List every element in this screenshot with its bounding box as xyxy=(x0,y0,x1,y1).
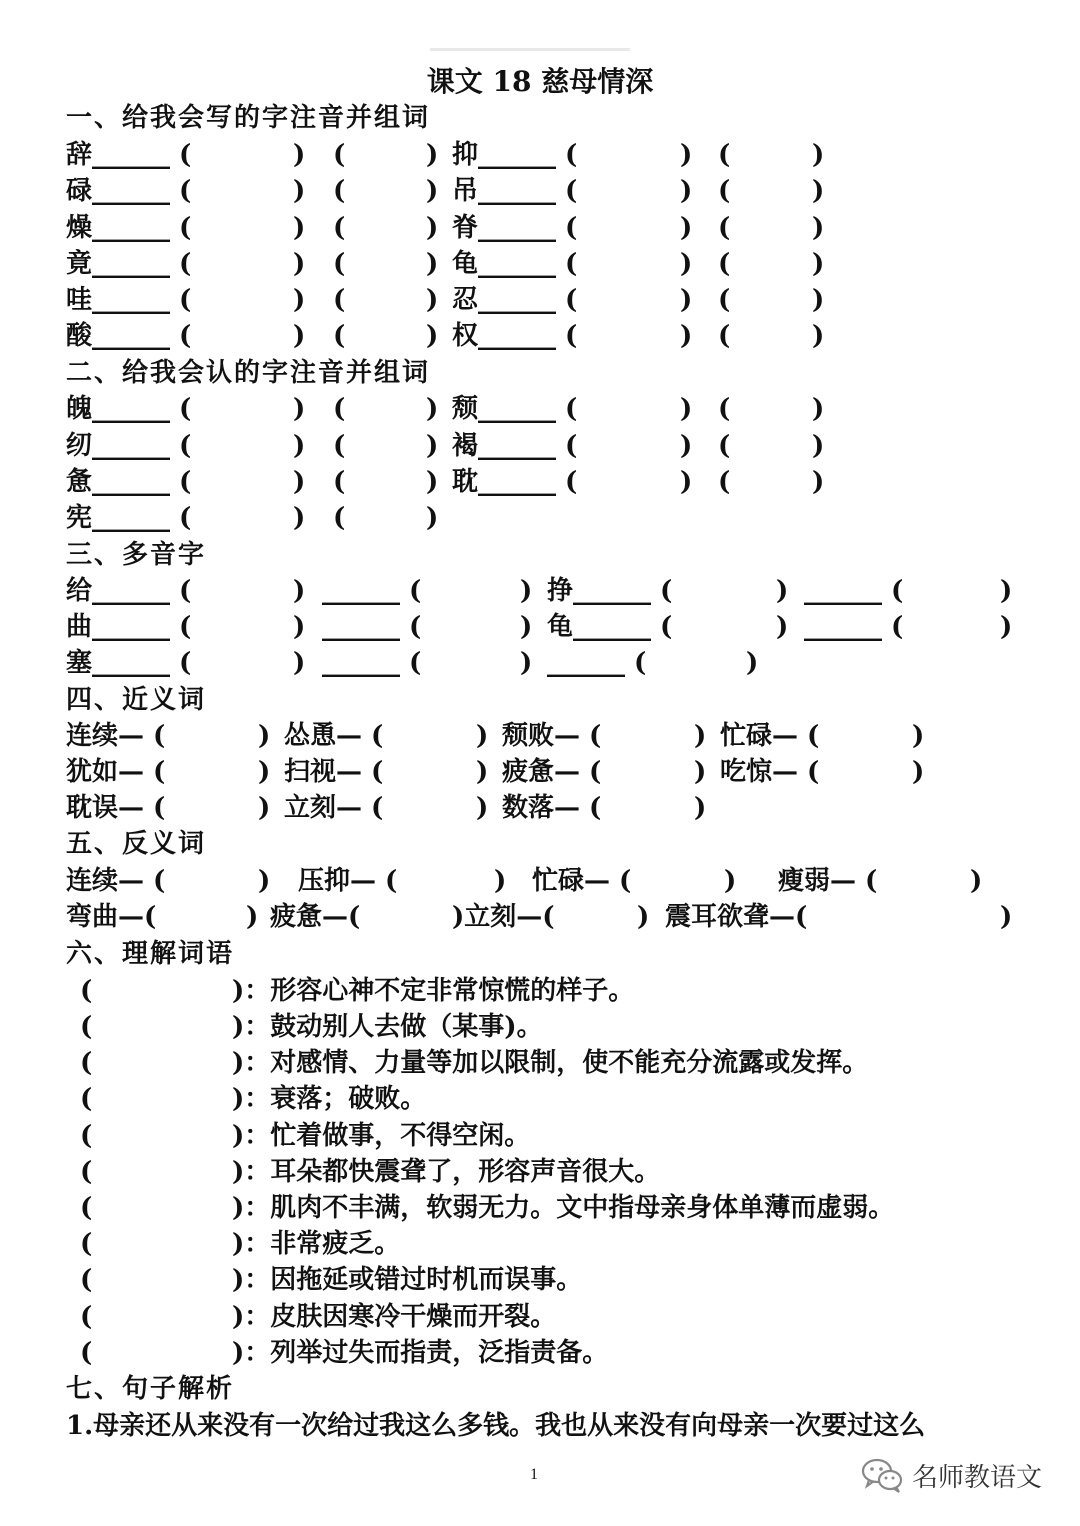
s3-r2-c5: 龟______ ( xyxy=(547,612,673,642)
s1-row-5 xyxy=(0,282,825,318)
s5-r2-c4: )立刻—( xyxy=(452,902,555,932)
s3-r2-c1: 曲______ ( xyxy=(66,612,192,642)
s3-r2-c2: ) xyxy=(293,612,306,642)
s4-r1-c8: ) xyxy=(912,721,925,751)
s3-r1-c5: 挣______ ( xyxy=(547,576,673,606)
s2-r4-c2: ) xyxy=(293,503,306,533)
s4-r2-c5: 疲惫— ( xyxy=(502,757,602,787)
s2-r3-c3: ( xyxy=(333,467,346,497)
s6-r2-def: )：鼓动别人去做（某事)。 xyxy=(232,1012,543,1042)
s1-r3-c4: ) xyxy=(426,213,439,243)
s6-r8-def: )：非常疲乏。 xyxy=(232,1229,401,1259)
s4-r1-c1: 连续— ( xyxy=(66,721,166,751)
s1-r5-c2: ) xyxy=(293,285,306,315)
s2-r2-c6: ) xyxy=(680,431,693,461)
s2-r3-c4: ) xyxy=(426,467,439,497)
section-1-heading: 一、给我会写的字注音并组词 xyxy=(66,103,431,133)
s2-row-3 xyxy=(0,464,825,500)
s6-row-9 xyxy=(0,1262,583,1298)
s3-r2-c4: ) xyxy=(520,612,533,642)
s1-row-6 xyxy=(0,318,825,354)
s2-row-4 xyxy=(0,500,439,536)
s5-r1-c3: 压抑— ( xyxy=(298,866,398,896)
s4-r1-c4: ) xyxy=(476,721,489,751)
s1-r6-c3: ( xyxy=(333,321,346,351)
s3-r1-c4: ) xyxy=(520,576,533,606)
s5-r1-c6: ) xyxy=(724,866,737,896)
s1-r5-c8: ) xyxy=(812,285,825,315)
s6-row-10 xyxy=(0,1299,557,1335)
s1-r3-c5: 脊______ ( xyxy=(452,213,578,243)
s5-row-1 xyxy=(0,863,983,899)
s2-r1-c6: ) xyxy=(680,394,693,424)
s4-r2-c2: ) xyxy=(258,757,271,787)
s1-r6-c2: ) xyxy=(293,321,306,351)
s4-r2-c1: 犹如— ( xyxy=(66,757,166,787)
s6-r6-def: )：耳朵都快震聋了，形容声音很大。 xyxy=(232,1157,661,1187)
s4-row-1 xyxy=(0,718,925,754)
s4-r1-c2: ) xyxy=(258,721,271,751)
s6-row-1 xyxy=(0,973,635,1009)
s1-r4-c5: 龟______ ( xyxy=(452,249,578,279)
s3-r2-c3: ______ ( xyxy=(322,612,422,642)
s2-r4-c1: 宪______ ( xyxy=(66,503,192,533)
section-4-heading: 四、近义词 xyxy=(66,685,207,715)
page-title: 课文 18 慈母情深 xyxy=(426,65,654,98)
s1-r2-c6: ) xyxy=(680,176,693,206)
s2-r1-c5: 颓______ ( xyxy=(452,394,578,424)
s2-r1-c1: 魄______ ( xyxy=(66,394,192,424)
s3-r2-c6: ) xyxy=(776,612,789,642)
s2-r3-c7: ( xyxy=(718,467,731,497)
s1-r5-c1: 哇______ ( xyxy=(66,285,192,315)
s3-r1-c6: ) xyxy=(776,576,789,606)
s6-row-8 xyxy=(0,1226,401,1262)
s1-r1-c8: ) xyxy=(812,140,825,170)
s5-r2-c2: ) xyxy=(246,902,259,932)
s4-r3-c3: 立刻— ( xyxy=(284,793,384,823)
s6-r2-open: ( xyxy=(80,1012,93,1042)
s2-r2-c1: 纫______ ( xyxy=(66,431,192,461)
s2-r2-c3: ( xyxy=(333,431,346,461)
s3-r3-c4: ) xyxy=(520,648,533,678)
s1-r1-c1: 辞______ ( xyxy=(66,140,192,170)
s1-r2-c1: 碌______ ( xyxy=(66,176,192,206)
section-2-heading: 二、给我会认的字注音并组词 xyxy=(66,358,431,388)
s3-r1-c3: ______ ( xyxy=(322,576,422,606)
s4-row-2 xyxy=(0,754,925,790)
s2-r3-c1: 惫______ ( xyxy=(66,467,192,497)
s1-row-1 xyxy=(0,137,825,173)
section-6-heading: 六、理解词语 xyxy=(66,939,235,969)
s2-r4-c3: ( xyxy=(333,503,346,533)
watermark-text: 名师教语文 xyxy=(912,1462,1043,1493)
s1-r5-c6: ) xyxy=(680,285,693,315)
s1-r2-c5: 吊______ ( xyxy=(452,176,578,206)
s6-r7-open: ( xyxy=(80,1193,93,1223)
s2-r3-c5: 耽______ ( xyxy=(452,467,578,497)
s1-r2-c2: ) xyxy=(293,176,306,206)
s1-r1-c6: ) xyxy=(680,140,693,170)
s3-r1-c1: 给______ ( xyxy=(66,576,192,606)
s6-r10-open: ( xyxy=(80,1302,93,1332)
s6-r3-def: )：对感情、力量等加以限制，使不能充分流露或发挥。 xyxy=(232,1048,869,1078)
s4-r3-c5: 数落— ( xyxy=(502,793,602,823)
s6-r8-open: ( xyxy=(80,1229,93,1259)
s4-r1-c3: 怂恿— ( xyxy=(284,721,384,751)
s2-r1-c8: ) xyxy=(812,394,825,424)
s5-r2-c7: ) xyxy=(1000,902,1013,932)
s4-r2-c8: ) xyxy=(912,757,925,787)
s1-r2-c8: ) xyxy=(812,176,825,206)
s7-sentence-1: 1.母亲还从来没有一次给过我这么多钱。我也从来没有向母亲一次要过这么 xyxy=(66,1411,926,1441)
s6-row-11 xyxy=(0,1335,609,1371)
s6-r7-def: )：肌肉不丰满，软弱无力。文中指母亲身体单薄而虚弱。 xyxy=(232,1193,895,1223)
s1-row-2 xyxy=(0,173,825,209)
s6-row-3 xyxy=(0,1045,869,1081)
s2-r2-c7: ( xyxy=(718,431,731,461)
s3-row-3 xyxy=(0,645,759,681)
header-rule xyxy=(430,48,630,51)
s2-r1-c4: ) xyxy=(426,394,439,424)
s1-r6-c8: ) xyxy=(812,321,825,351)
s6-row-5 xyxy=(0,1118,531,1154)
s5-row-2 xyxy=(0,899,1013,935)
s4-row-3 xyxy=(0,790,707,826)
s4-r3-c1: 耽误— ( xyxy=(66,793,166,823)
s5-r1-c4: ) xyxy=(494,866,507,896)
s3-r1-c2: ) xyxy=(293,576,306,606)
s6-r11-def: )：列举过失而指责，泛指责备。 xyxy=(232,1338,609,1368)
s3-r2-c7: ______ ( xyxy=(804,612,904,642)
s3-r3-c1: 塞______ ( xyxy=(66,648,192,678)
s4-r1-c6: ) xyxy=(694,721,707,751)
s6-r9-def: )：因拖延或错过时机而误事。 xyxy=(232,1265,583,1295)
s6-r1-def: )：形容心神不定非常惊慌的样子。 xyxy=(232,976,635,1006)
s1-r4-c4: ) xyxy=(426,249,439,279)
s2-r1-c7: ( xyxy=(718,394,731,424)
s2-r1-c2: ) xyxy=(293,394,306,424)
s3-row-1 xyxy=(0,573,1013,609)
s3-r3-c3: ______ ( xyxy=(322,648,422,678)
s6-r3-open: ( xyxy=(80,1048,93,1078)
s4-r1-c7: 忙碌— ( xyxy=(720,721,820,751)
s6-r1-open: ( xyxy=(80,976,93,1006)
s1-r6-c1: 酸______ ( xyxy=(66,321,192,351)
s1-r3-c3: ( xyxy=(333,213,346,243)
s1-r6-c4: ) xyxy=(426,321,439,351)
s5-r1-c8: ) xyxy=(970,866,983,896)
s2-row-1 xyxy=(0,391,825,427)
s4-r2-c6: ) xyxy=(694,757,707,787)
s5-r2-c3: 疲惫—( xyxy=(270,902,361,932)
s3-row-2 xyxy=(0,609,1013,645)
section-3-heading: 三、多音字 xyxy=(66,540,207,570)
s1-r5-c3: ( xyxy=(333,285,346,315)
s1-r6-c5: 权______ ( xyxy=(452,321,578,351)
s1-r3-c8: ) xyxy=(812,213,825,243)
s1-row-3 xyxy=(0,210,825,246)
s5-r2-c6: 震耳欲聋—( xyxy=(665,902,808,932)
s6-r11-open: ( xyxy=(80,1338,93,1368)
s4-r3-c2: ) xyxy=(258,793,271,823)
wechat-icon xyxy=(860,1455,904,1495)
s1-r4-c3: ( xyxy=(333,249,346,279)
s1-row-4 xyxy=(0,246,825,282)
s1-r4-c6: ) xyxy=(680,249,693,279)
s1-r1-c7: ( xyxy=(718,140,731,170)
s3-r1-c8: ) xyxy=(1000,576,1013,606)
watermark xyxy=(860,1453,1042,1497)
s6-row-6 xyxy=(0,1154,661,1190)
s1-r1-c5: 抑______ ( xyxy=(452,140,578,170)
s2-r4-c4: ) xyxy=(426,503,439,533)
s6-r4-open: ( xyxy=(80,1084,93,1114)
s2-r2-c5: 褐______ ( xyxy=(452,431,578,461)
s1-r6-c6: ) xyxy=(680,321,693,351)
s1-r5-c4: ) xyxy=(426,285,439,315)
s5-r1-c5: 忙碌— ( xyxy=(532,866,632,896)
page-number: 1 xyxy=(530,1466,538,1483)
s4-r2-c3: 扫视— ( xyxy=(284,757,384,787)
s4-r1-c5: 颓败— ( xyxy=(502,721,602,751)
s3-r1-c7: ______ ( xyxy=(804,576,904,606)
s2-row-2 xyxy=(0,428,825,464)
s6-r9-open: ( xyxy=(80,1265,93,1295)
s5-r1-c2: ) xyxy=(258,866,271,896)
s4-r3-c4: ) xyxy=(476,793,489,823)
s2-r3-c2: ) xyxy=(293,467,306,497)
s1-r1-c2: ) xyxy=(293,140,306,170)
s1-r5-c7: ( xyxy=(718,285,731,315)
s5-r2-c1: 弯曲—( xyxy=(66,902,157,932)
s1-r1-c4: ) xyxy=(426,140,439,170)
s6-r4-def: )：衰落；破败。 xyxy=(232,1084,427,1114)
s1-r6-c7: ( xyxy=(718,321,731,351)
s4-r2-c7: 吃惊— ( xyxy=(720,757,820,787)
s1-r3-c6: ) xyxy=(680,213,693,243)
section-7-heading: 七、句子解析 xyxy=(66,1374,235,1404)
s6-r5-open: ( xyxy=(80,1121,93,1151)
s1-r3-c1: 燥______ ( xyxy=(66,213,192,243)
s4-r3-c6: ) xyxy=(694,793,707,823)
s2-r2-c2: ) xyxy=(293,431,306,461)
s2-r3-c8: ) xyxy=(812,467,825,497)
s5-r1-c7: 瘦弱— ( xyxy=(778,866,878,896)
s6-r5-def: )：忙着做事，不得空闲。 xyxy=(232,1121,531,1151)
s1-r4-c8: ) xyxy=(812,249,825,279)
s1-r1-c3: ( xyxy=(333,140,346,170)
s2-r3-c6: ) xyxy=(680,467,693,497)
s6-row-7 xyxy=(0,1190,895,1226)
s5-r2-c5: ) xyxy=(637,902,650,932)
s3-r2-c8: ) xyxy=(1000,612,1013,642)
s6-r10-def: )：皮肤因寒冷干燥而开裂。 xyxy=(232,1302,557,1332)
s1-r5-c5: 忍______ ( xyxy=(452,285,578,315)
s2-r1-c3: ( xyxy=(333,394,346,424)
s6-row-2 xyxy=(0,1009,543,1045)
s6-r6-open: ( xyxy=(80,1157,93,1187)
s4-r2-c4: ) xyxy=(476,757,489,787)
s3-r3-c5: ______ ( xyxy=(547,648,647,678)
s1-r2-c4: ) xyxy=(426,176,439,206)
s1-r3-c7: ( xyxy=(718,213,731,243)
s1-r4-c2: ) xyxy=(293,249,306,279)
s1-r2-c7: ( xyxy=(718,176,731,206)
s2-r2-c8: ) xyxy=(812,431,825,461)
s3-r3-c2: ) xyxy=(293,648,306,678)
s1-r2-c3: ( xyxy=(333,176,346,206)
section-5-heading: 五、反义词 xyxy=(66,829,207,859)
s1-r4-c7: ( xyxy=(718,249,731,279)
s3-r3-c6: ) xyxy=(746,648,759,678)
s6-row-4 xyxy=(0,1081,427,1117)
s2-r2-c4: ) xyxy=(426,431,439,461)
s1-r4-c1: 竟______ ( xyxy=(66,249,192,279)
s5-r1-c1: 连续— ( xyxy=(66,866,166,896)
s1-r3-c2: ) xyxy=(293,213,306,243)
